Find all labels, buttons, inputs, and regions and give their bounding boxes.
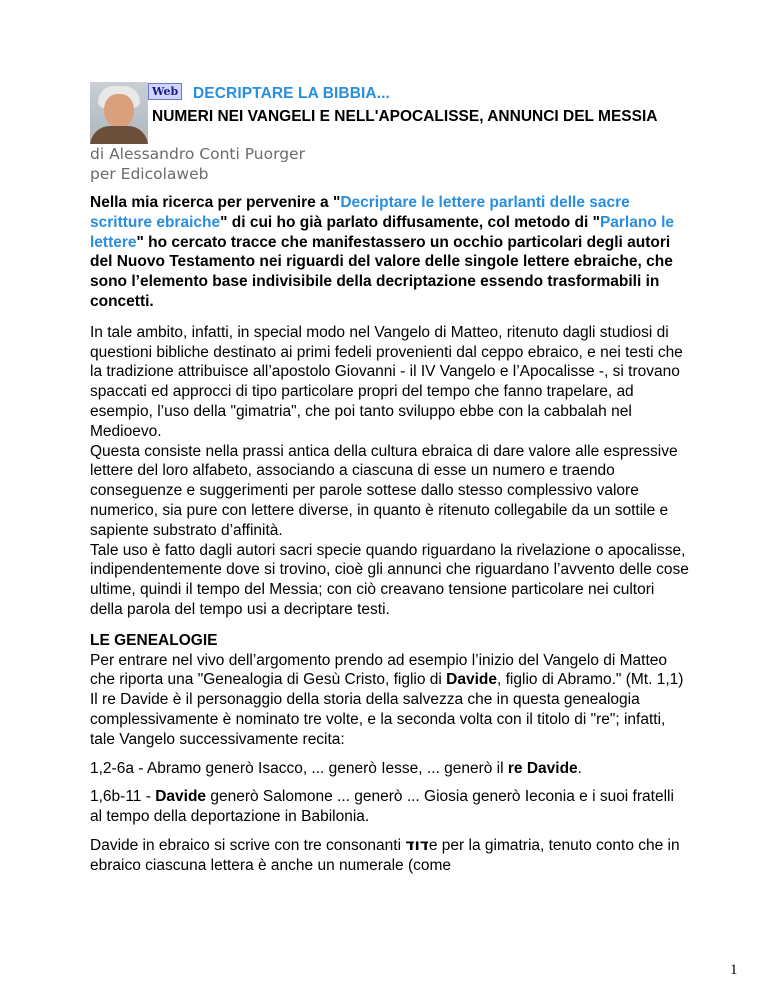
link-parlano-le-lettere[interactable]: Parlano le lettere: [90, 213, 675, 251]
paragraph-gimatria-definition: Questa consiste nella prassi antica della cultura ebraica di dare valore alle espressive lettere del loro alfabeto, associando a ciascuna di esse un numero e traendo conseguenze e suggerimenti per parole sottese dallo stesso complessivo valore numerico, sia pure con lettere diverse, in quanto è ritenuto collegabile da un sottile e sapiente substrato d’affinità.: [90, 442, 678, 539]
byline: [90, 144, 305, 184]
web-badge[interactable]: Web: [148, 83, 182, 100]
paragraph-re-davide: Il re Davide è il personaggio della storia della salvezza che in questa genealogia complessivamente è nominato tre volte, e la seconda volta con il titolo di "re"; infatti, tale Vangelo successivamente recita:: [90, 691, 666, 748]
paragraph-text: , figlio di Abramo." (Mt. 1,1): [497, 671, 684, 689]
article-header: [90, 82, 690, 144]
bold-davide: Davide: [155, 788, 207, 806]
page-number: 1: [730, 962, 738, 978]
section-title-genealogie: LE GENEALOGIE: [90, 631, 218, 649]
verse-text: .: [577, 759, 582, 777]
paragraph-text: e per la gimatria, tenuto conto che in ebraico ciascuna lettera è anche un numerale (come: [90, 836, 680, 874]
intro-text: " ho cercato tracce che manifestassero un occhio particolari degli autori del Nuovo Testamento nei riguardi del valore delle singole lettere ebraiche, che sono l’elemento base indivisibile della decriptazione essendo trasformabili in concetti.: [90, 233, 673, 310]
paragraph-text: Davide in ebraico si scrive con tre consonanti: [90, 836, 406, 854]
verse-1-6b-11: [90, 787, 690, 827]
article-body: [90, 193, 690, 876]
intro-text: Nella mia ricerca per pervenire a ": [90, 194, 341, 211]
paragraph-gimatria-intro: In tale ambito, infatti, in special modo nel Vangelo di Matteo, ritenuto dagli studiosi di questioni bibliche destinato ai primi fedeli provenienti dal ceppo ebraico, e nei testi che la tradizione attribuisce all’apostolo Giovanni - il IV Vangelo e l’Apocalisse -, si trovano spaccati ed approcci di tipo particolare propri del tempo che fanno trapelare, ad esempio, l’uso della "gimatria", che poi tanto sviluppo ebbe con la cabbalah nel Medioevo.: [90, 323, 683, 440]
author-name: di Alessandro Conti Puorger: [90, 145, 305, 163]
verse-text: 1,2-6a - Abramo generò Isacco, ... generò Iesse, ... generò il: [90, 759, 508, 777]
verse-text: generò Salomone ... generò ... Giosia generò Ieconia e i suoi fratelli al tempo della deportazione in Babilonia.: [90, 788, 674, 826]
article-subtitle: NUMERI NEI VANGELI E NELL'APOCALISSE, ANNUNCI DEL MESSIA: [152, 108, 658, 125]
paragraph-genealogia-matteo: [90, 651, 690, 691]
bold-re-davide: re Davide: [507, 759, 578, 777]
intro-text: " di cui ho già parlato diffusamente, col metodo di ": [220, 213, 600, 231]
bold-davide: Davide: [446, 671, 498, 689]
link-decriptare-lettere[interactable]: Decriptare le lettere parlanti delle sacre scritture ebraiche: [90, 194, 630, 231]
hebrew-word-david: דוד: [405, 835, 429, 854]
publication-name: per Edicolaweb: [90, 165, 209, 183]
verse-text: 1,6b-11 -: [90, 788, 156, 806]
article-title[interactable]: DECRIPTARE LA BIBBIA...: [193, 85, 390, 102]
intro-paragraph: [90, 193, 690, 312]
paragraph-davide-ebraico: [90, 836, 690, 876]
verse-1-2-6a: [90, 759, 690, 779]
paragraph-apocalisse: Tale uso è fatto dagli autori sacri specie quando riguardano la rivelazione o apocalisse, indipendentemente dove si trovino, cioè gli annunci che riguardano l’avvento delle cose ultime, quindi il tempo del Messia; con ciò creavano tensione particolare nei cultori della parola del tempo usi a decriptare testi.: [90, 541, 689, 618]
paragraph-text: Per entrare nel vivo dell’argomento prendo ad esempio l’inizio del Vangelo di Matteo che riporta una "Genealogia di Gesù Cristo, figlio di: [90, 651, 667, 689]
author-photo: [90, 82, 148, 144]
